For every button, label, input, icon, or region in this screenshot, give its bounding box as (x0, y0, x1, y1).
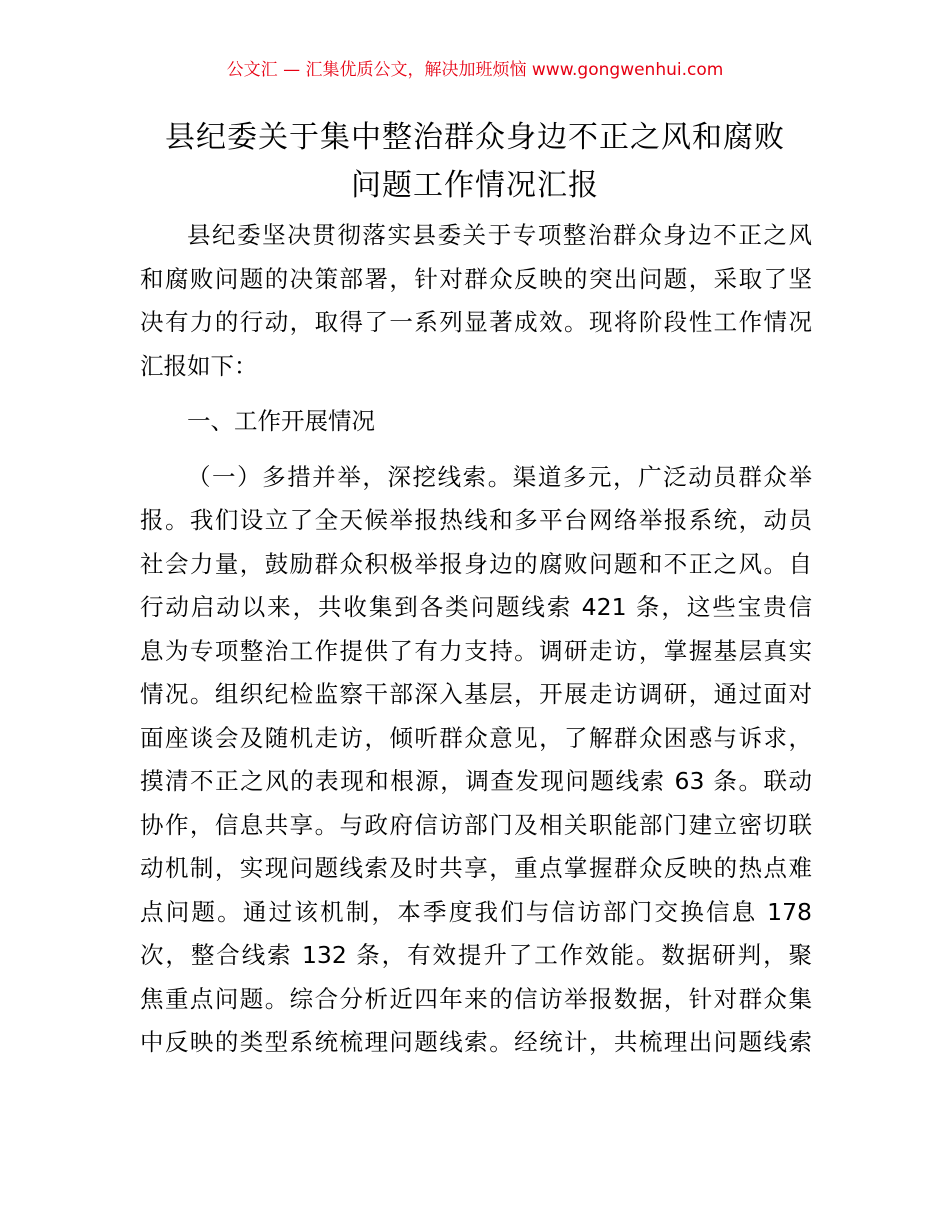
text-line: 报。我们设立了全天候举报热线和多平台网络举报系统，动员 (140, 506, 812, 534)
text-line: 面座谈会及随机走访，倾听群众意见，了解群众困惑与诉求， (140, 723, 812, 752)
title-line-2: 问题工作情况汇报 (351, 168, 599, 203)
text-line: （一）多措并举，深挖线索。渠道多元，广泛动员群众举 (187, 462, 812, 491)
text-line: 社会力量，鼓励群众积极举报身边的腐败问题和不正之风。自 (140, 549, 812, 578)
text-line: 息为专项整治工作提供了有力支持。调研走访，掌握基层真实 (140, 636, 812, 665)
text-line: 动机制，实现问题线索及时共享，重点掌握群众反映的热点难 (140, 854, 812, 882)
text-line: 点问题。通过该机制，本季度我们与信访部门交换信息 178 (140, 897, 812, 926)
text-line: 协作，信息共享。与政府信访部门及相关职能部门建立密切联 (140, 810, 812, 839)
text-line: 决有力的行动，取得了一系列显著成效。现将阶段性工作情况 (140, 308, 812, 336)
site-header-banner: 公文汇 — 汇集优质公文，解决加班烦恼 www.gongwenhui.com (226, 60, 724, 80)
text-line: 县纪委坚决贯彻落实县委关于专项整治群众身边不正之风 (187, 221, 812, 249)
text-line: 中反映的类型系统梳理问题线索。经统计，共梳理出问题线索 (140, 1028, 812, 1056)
title-line-1: 县纪委关于集中整治群众身边不正之风和腐败 (165, 120, 785, 155)
text-line: 汇报如下： (140, 351, 258, 380)
text-line: 摸清不正之风的表现和根源，调查发现问题线索 63 条。联动 (140, 767, 812, 795)
paragraph-section-1-1 (140, 456, 812, 1065)
section-heading-1 (140, 400, 812, 444)
text-line: 行动启动以来，共收集到各类问题线索 421 条，这些宝贵信 (140, 593, 812, 621)
text-line: 焦重点问题。综合分析近四年来的信访举报数据，针对群众集 (140, 984, 812, 1013)
document-body (140, 214, 812, 1065)
text-line: 情况。组织纪检监察干部深入基层，开展走访调研，通过面对 (140, 680, 812, 708)
text-line: 和腐败问题的决策部署，针对群众反映的突出问题，采取了坚 (140, 264, 812, 293)
document-title (120, 114, 830, 210)
paragraph-intro (140, 214, 812, 388)
text-line: 次，整合线索 132 条，有效提升了工作效能。数据研判，聚 (140, 941, 812, 969)
section-heading-text: 一、工作开展情况 (187, 407, 375, 435)
